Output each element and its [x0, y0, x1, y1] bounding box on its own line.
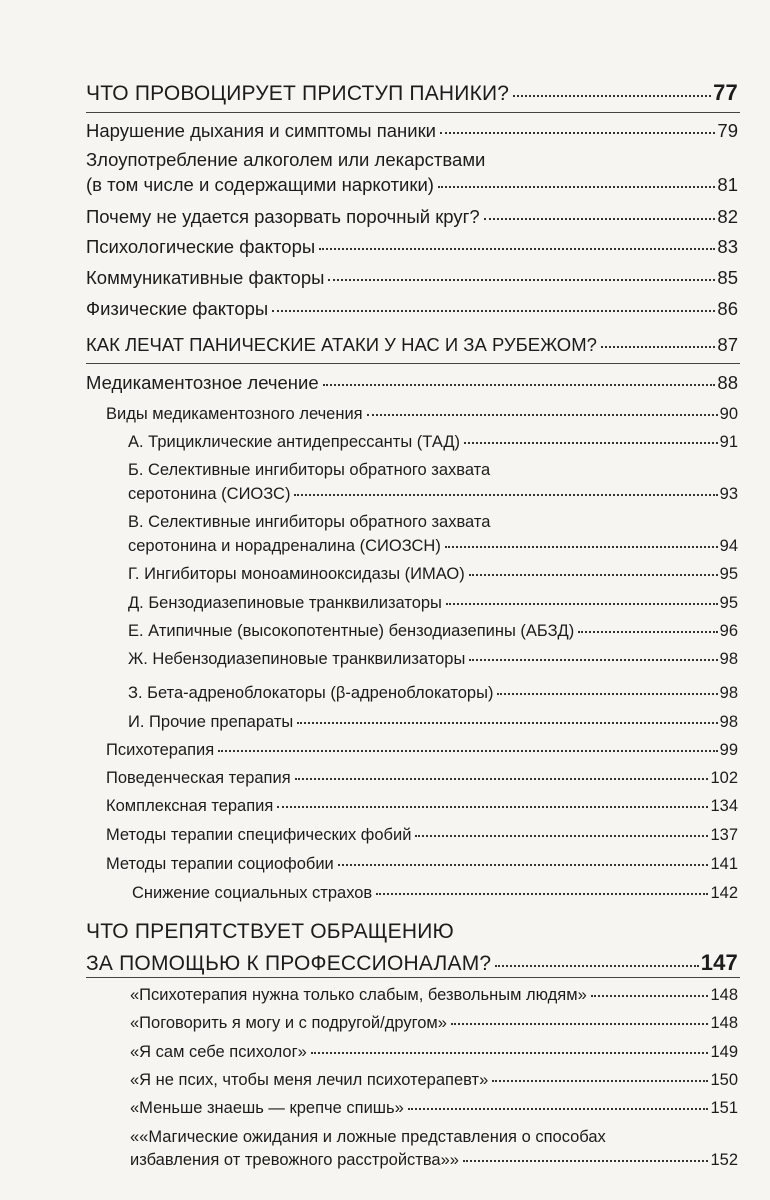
section-divider	[86, 112, 740, 113]
toc-entry-title: «Я сам себе психолог»	[130, 1043, 307, 1061]
toc-entry-title: Медикаментозное лечение	[86, 372, 319, 393]
toc-page-number: 83	[717, 236, 738, 257]
toc-page-number: 94	[719, 537, 738, 555]
toc-entry[interactable]	[86, 120, 738, 142]
dot-leader	[469, 574, 718, 576]
toc-entry-title: серотонина и норадреналина (СИОЗСН)	[128, 537, 441, 555]
dot-leader	[272, 310, 715, 312]
dot-leader	[376, 893, 708, 895]
toc-page-number: 90	[719, 405, 738, 423]
dot-leader	[445, 546, 718, 548]
toc-page-number: 87	[717, 334, 738, 355]
toc-entry-title: Виды медикаментозного лечения	[106, 405, 363, 423]
toc-section-heading[interactable]	[86, 334, 738, 356]
dot-leader	[408, 1108, 709, 1110]
toc-entry-title: Нарушение дыхания и симптомы паники	[86, 120, 437, 141]
dot-leader	[446, 603, 718, 605]
toc-page-number: 93	[719, 485, 738, 503]
toc-entry[interactable]	[130, 1128, 738, 1170]
toc-page-number: 98	[719, 684, 738, 702]
toc-entry[interactable]	[128, 461, 738, 504]
toc-entry-title: З. Бета-адреноблокаторы (β-адреноблокаторы)	[128, 684, 494, 702]
toc-page-number: 98	[719, 713, 738, 731]
section-divider	[86, 977, 740, 978]
toc-page-number: 147	[700, 950, 738, 975]
toc-entry-title-line1: ««Магические ожидания и ложные представления о способах	[130, 1128, 606, 1146]
toc-page-number: 134	[710, 797, 738, 815]
toc-page-number: 148	[710, 986, 738, 1004]
toc-page-number: 91	[719, 433, 738, 451]
dot-leader	[338, 864, 709, 866]
toc-entry-title: Психологические факторы	[86, 236, 316, 257]
dot-leader	[328, 279, 715, 281]
toc-entry-title: «Я не псих, чтобы меня лечил психотерапевт»	[130, 1071, 489, 1089]
toc-entry[interactable]	[130, 986, 738, 1005]
toc-entry[interactable]	[86, 298, 738, 320]
toc-entry-title: Коммуникативные факторы	[86, 267, 325, 288]
toc-page-number: 96	[719, 622, 738, 640]
toc-entry[interactable]	[106, 741, 738, 760]
toc-page-number: 102	[710, 769, 738, 787]
toc-page-number: 95	[719, 594, 738, 612]
dot-leader	[497, 693, 717, 695]
toc-entry[interactable]	[128, 565, 738, 584]
toc-entry-title: «Поговорить я могу и с подругой/другом»	[130, 1014, 447, 1032]
toc-entry[interactable]	[128, 594, 738, 613]
toc-page-number: 149	[710, 1043, 738, 1061]
dot-leader	[495, 965, 698, 967]
toc-page-number: 148	[710, 1014, 738, 1032]
toc-entry-title: Комплексная терапия	[106, 797, 274, 815]
toc-entry-title: И. Прочие препараты	[128, 713, 294, 731]
toc-page-number: 142	[710, 884, 738, 902]
toc-entry-title: Психотерапия	[106, 741, 215, 759]
dot-leader	[323, 384, 716, 386]
toc-page-number: 141	[710, 855, 738, 873]
toc-entry[interactable]	[128, 684, 738, 703]
toc-page-number: 85	[717, 267, 738, 288]
toc-page-number: 150	[710, 1071, 738, 1089]
dot-leader	[319, 248, 715, 250]
toc-entry[interactable]	[130, 1071, 738, 1090]
toc-entry-title: А. Трициклические антидепрессанты (ТАД)	[128, 433, 461, 451]
toc-entry[interactable]	[86, 267, 738, 289]
toc-entry[interactable]	[128, 433, 738, 452]
toc-entry[interactable]	[106, 855, 738, 874]
dot-leader	[438, 186, 715, 188]
toc-page-number: 137	[710, 826, 738, 844]
toc-entry[interactable]	[106, 769, 738, 788]
dot-leader	[440, 132, 715, 134]
toc-entry-title: Г. Ингибиторы моноаминооксидазы (ИМАО)	[128, 565, 465, 583]
toc-entry[interactable]	[106, 405, 738, 424]
toc-page-number: 152	[710, 1151, 738, 1169]
toc-entry-title-line1: Б. Селективные ингибиторы обратного захвата	[128, 461, 491, 479]
toc-entry-title-line1: ЧТО ПРЕПЯТСТВУЕТ ОБРАЩЕНИЮ	[86, 920, 454, 943]
toc-entry-title: КАК ЛЕЧАТ ПАНИЧЕСКИЕ АТАКИ У НАС И ЗА РУБЕЖОМ?	[86, 334, 597, 355]
toc-entry-title: Физические факторы	[86, 298, 269, 319]
toc-page-number: 86	[717, 298, 738, 319]
dot-leader	[601, 346, 716, 348]
toc-entry[interactable]	[132, 884, 738, 903]
toc-entry[interactable]	[128, 513, 738, 556]
dot-leader	[463, 1160, 709, 1162]
toc-page-number: 82	[717, 206, 738, 227]
section-divider	[86, 363, 740, 364]
toc-entry[interactable]	[106, 797, 738, 816]
toc-page-number: 88	[717, 372, 738, 393]
dot-leader	[218, 750, 717, 752]
toc-entry-title: «Психотерапия нужна только слабым, безвольным людям»	[130, 986, 587, 1004]
toc-entry[interactable]	[130, 1014, 738, 1033]
toc-entry-title: Д. Бензодиазепиновые транквилизаторы	[128, 594, 442, 612]
dot-leader	[311, 1052, 709, 1054]
dot-leader	[513, 95, 711, 97]
toc-entry[interactable]	[130, 1043, 738, 1062]
toc-entry-title: Ж. Небензодиазепиновые транквилизаторы	[128, 650, 466, 668]
toc-entry[interactable]	[128, 713, 738, 732]
toc-entry-title: ЧТО ПРОВОЦИРУЕТ ПРИСТУП ПАНИКИ?	[86, 82, 510, 105]
toc-section-heading[interactable]	[86, 920, 738, 976]
toc-entry-title: Е. Атипичные (высокопотентные) бензодиазепины (АБЗД)	[128, 622, 575, 640]
dot-leader	[484, 218, 716, 220]
toc-entry[interactable]	[128, 622, 738, 641]
dot-leader	[464, 442, 718, 444]
dot-leader	[451, 1023, 709, 1025]
toc-page-number: 99	[719, 741, 738, 759]
toc-entry-title: (в том числе и содержащими наркотики)	[86, 174, 434, 195]
toc-entry[interactable]	[106, 826, 738, 845]
toc-entry-title: избавления от тревожного расстройства»»	[130, 1151, 459, 1169]
toc-entry-title: Методы терапии специфических фобий	[106, 826, 412, 844]
toc-entry-title: Поведенческая терапия	[106, 769, 291, 787]
toc-entry-title: Снижение социальных страхов	[132, 884, 373, 902]
dot-leader	[492, 1080, 708, 1082]
toc-entry-title-line1: В. Селективные ингибиторы обратного захвата	[128, 513, 491, 531]
toc-page-number: 98	[719, 650, 738, 668]
toc-entry[interactable]	[86, 372, 738, 394]
toc-page-number: 151	[710, 1099, 738, 1117]
dot-leader	[295, 778, 709, 780]
toc-page-number: 95	[719, 565, 738, 583]
toc-page-number: 77	[713, 80, 738, 105]
dot-leader	[591, 995, 709, 997]
toc-entry-title: Почему не удается разорвать порочный круг?	[86, 206, 480, 227]
toc-entry[interactable]	[128, 650, 738, 669]
toc-page-number: 81	[717, 174, 738, 195]
toc-entry-title: ЗА ПОМОЩЬЮ К ПРОФЕССИОНАЛАМ?	[86, 952, 492, 975]
toc-entry-title: «Меньше знаешь — крепче спишь»	[130, 1099, 404, 1117]
toc-entry-title-line1: Злоупотребление алкоголем или лекарствами	[86, 149, 486, 170]
dot-leader	[415, 835, 708, 837]
toc-entry[interactable]	[86, 149, 738, 196]
toc-entry[interactable]	[86, 236, 738, 258]
dot-leader	[469, 659, 717, 661]
toc-entry[interactable]	[130, 1099, 738, 1118]
toc-section-heading[interactable]	[86, 80, 738, 106]
dot-leader	[297, 722, 717, 724]
dot-leader	[277, 806, 708, 808]
dot-leader	[367, 414, 718, 416]
toc-page-number: 79	[717, 120, 738, 141]
toc-entry-title: серотонина (СИОЗС)	[128, 485, 291, 503]
dot-leader	[578, 631, 717, 633]
toc-entry-title: Методы терапии социофобии	[106, 855, 334, 873]
toc-entry[interactable]	[86, 206, 738, 228]
dot-leader	[294, 494, 717, 496]
